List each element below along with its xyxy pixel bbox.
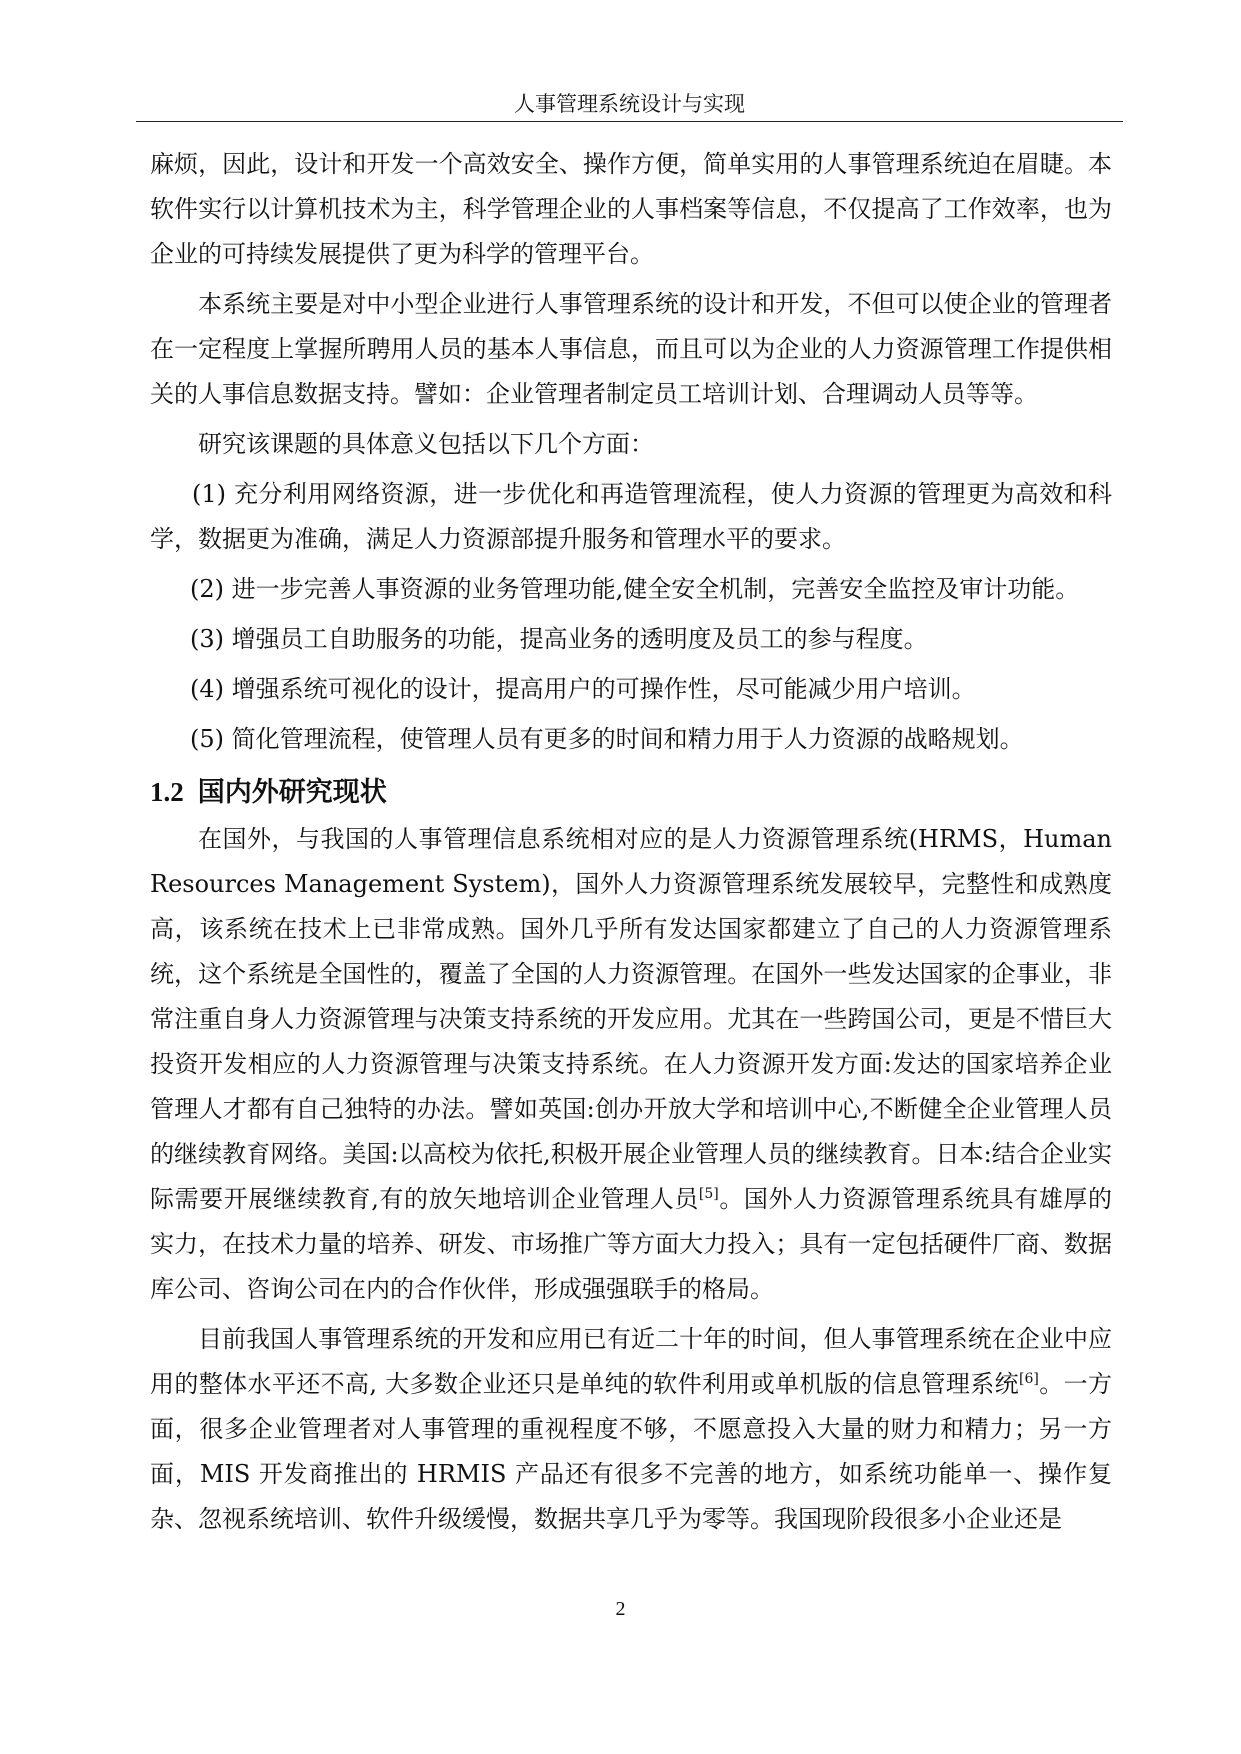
paragraph-significance-intro: 研究该课题的具体意义包括以下几个方面： [198,430,654,458]
list-item-5: (5) 简化管理流程，使管理人员有更多的时间和精力用于人力资源的战略规划。 [190,725,1024,753]
section-heading [150,770,1112,815]
running-header: 人事管理系统设计与实现 [514,92,745,116]
list-item-2: (2) 进一步完善人事资源的业务管理功能,健全安全机制，完善安全监控及审计功能。 [190,575,1080,603]
paragraph-text: 在国外，与我国的人事管理信息系统相对应的是人力资源管理系统(HRMS，Human Resources Management System)，国外人力资源管理系统发展较早，完整性和成熟度高，该系统在技术上已非常成熟。国外几乎所有发达国家都建立了自己的人力资源管理系统，这个系统是全国性的，覆盖了全国的人力资源管理。在国外一些发达国家的企事业，非常注重自身人力资源管理与决策支持系统的开发应用。尤其在一些跨国公司，更是不惜巨大投资开发相应的人力资源管理与决策支持系统。在人力资源开发方面:发达的国家培养企业管理人才都有自己独特的办法。譬如英国:创办开放大学和培训中心,不断健全企业管理人员的继续教育网络。美国:以高校为依托,积极开展企业管理人员的继续教育。日本:结合企业实际需要开展继续教育,有的放矢地培训企业管理人员 [150,825,1112,1213]
list-item-1: (1) 充分利用网络资源，进一步优化和再造管理流程，使人力资源的管理更为高效和科学，数据更为准确，满足人力资源部提升服务和管理水平的要求。 [150,480,1112,553]
section-title-text: 国内外研究现状 [197,777,387,808]
page-number: 2 [615,1598,626,1620]
citation-ref-6: [6] [1019,1371,1039,1387]
section-number: 1.2 [150,777,184,807]
paragraph-text: 目前我国人事管理系统的开发和应用已有近二十年的时间，但人事管理系统在企业中应用的整体水平还不高, 大多数企业还只是单纯的软件利用或单机版的信息管理系统 [150,1325,1112,1398]
paragraph-domestic-research [150,1317,1112,1542]
paragraph-text: 。国外人力资源管理系统具有雄厚的实力，在技术力量的培养、研发、市场推广等方面大力投入；具有一定包括硬件厂商、数据库公司、咨询公司在内的合作伙伴，形成强强联手的格局。 [150,1185,1112,1303]
paragraph-text: 。一方面，很多企业管理者对人事管理的重视程度不够，不愿意投入大量的财力和精力；另一方面，MIS 开发商推出的 HRMIS 产品还有很多不完善的地方，如系统功能单一、操作复杂、忽视系统培训、软件升级缓慢，数据共享几乎为零等。我国现阶段很多小企业还是 [150,1370,1113,1533]
citation-ref-5: [5] [698,1186,719,1202]
header-rule [136,121,1123,122]
list-item-4: (4) 增强系统可视化的设计，提高用户的可操作性，尽可能减少用户培训。 [190,675,976,703]
paragraph-system-scope: 本系统主要是对中小型企业进行人事管理系统的设计和开发，不但可以使企业的管理者在一定程度上掌握所聘用人员的基本人事信息，而且可以为企业的人力资源管理工作提供相关的人事信息数据支持。譬如：企业管理者制定员工培训计划、合理调动人员等等。 [150,290,1112,408]
body-text [150,142,1112,1542]
paragraph-continued: 麻烦，因此，设计和开发一个高效安全、操作方便，简单实用的人事管理系统迫在眉睫。本软件实行以计算机技术为主，科学管理企业的人事档案等信息，不仅提高了工作效率，也为企业的可持续发展提供了更为科学的管理平台。 [150,150,1112,268]
paragraph-foreign-research [150,817,1112,1312]
list-item-3: (3) 增强员工自助服务的功能，提高业务的透明度及员工的参与程度。 [190,625,928,653]
